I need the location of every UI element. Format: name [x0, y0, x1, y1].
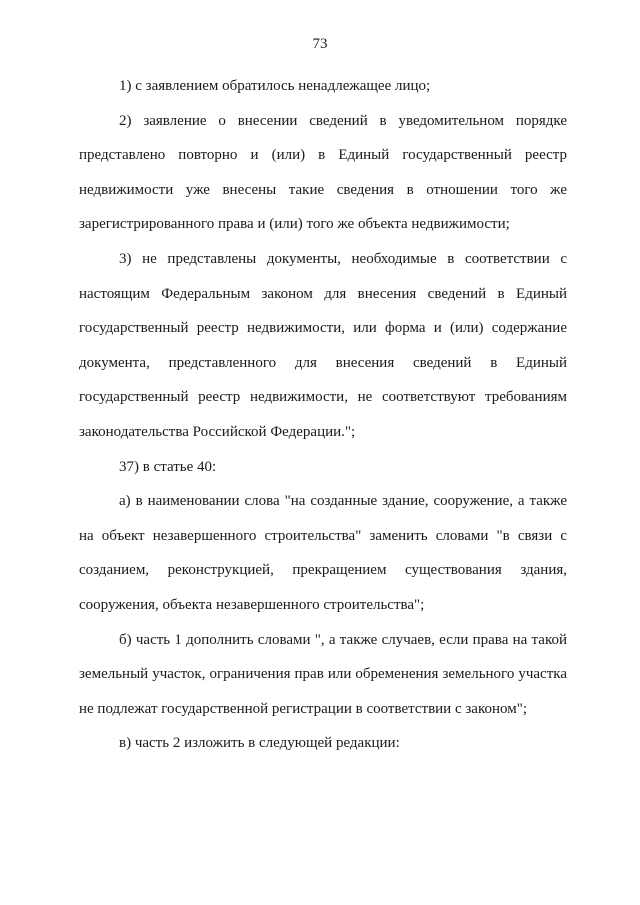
clause-3: 3) не представлены документы, необходимые в соответствии с настоящим Федеральным законом для внесения сведений в Единый государственный реестр недвижимости, или форма и (или) содержание документа, представленного для внесения сведений в Единый государственный реестр недвижимости, не соответствуют требованиям законодательства Российской Федерации.";	[79, 250, 567, 440]
clause-2: 2) заявление о внесении сведений в уведомительном порядке представлено повторно и (или) в Единый государственный реестр недвижимости уже внесены такие сведения в отношении того же зарегистрированного права и (или) того же объекта недвижимости;	[79, 112, 567, 233]
page-number: 73	[312, 36, 328, 52]
item-37-heading: 37) в статье 40:	[119, 458, 217, 475]
subitem-a: а) в наименовании слова "на созданные здание, сооружение, а также на объект незавершенного строительства" заменить словами "в связи с созданием, реконструкцией, прекращением существования здания, сооружения, объекта незавершенного строительства";	[79, 493, 567, 613]
document-body	[79, 69, 567, 761]
subitem-v: в) часть 2 изложить в следующей редакции:	[119, 735, 400, 752]
subitem-b: б) часть 1 дополнить словами ", а также случаев, если права на такой земельный участок, ограничения прав или обременения земельного участка не подлежат государственной регистрации в соответствии с законом";	[79, 631, 567, 717]
clause-1: 1) с заявлением обратилось ненадлежащее лицо;	[119, 78, 431, 94]
